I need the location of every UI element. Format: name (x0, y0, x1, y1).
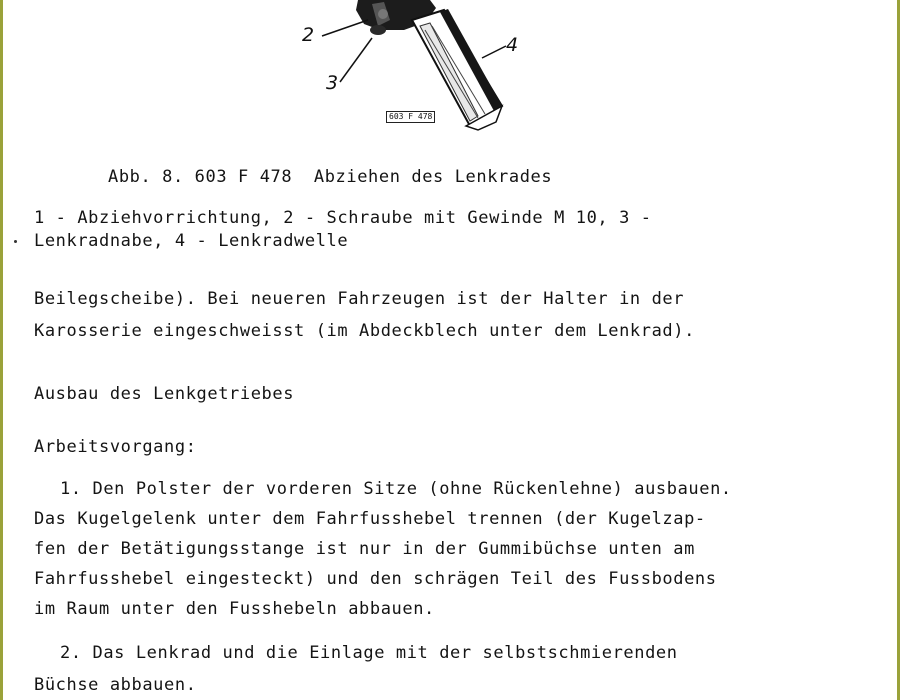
step-1-line-5: im Raum unter den Fusshebeln abbauen. (34, 599, 435, 619)
step-2-line-1: 2. Das Lenkrad und die Einlage mit der selbstschmierenden (60, 643, 678, 663)
steering-wheel-puller-illustration (280, 0, 540, 140)
figure-label-2: 2 (302, 24, 315, 46)
step-1-line-2: Das Kugelgelenk unter dem Fahrfusshebel trennen (der Kugelzap- (34, 509, 706, 529)
figure-caption: Abb. 8. 603 F 478 Abziehen des Lenkrades (108, 167, 553, 187)
paragraph-line-1: Beilegscheibe). Bei neueren Fahrzeugen ist der Halter in der (34, 289, 685, 309)
section-heading: Ausbau des Lenkgetriebes (34, 384, 295, 404)
figure-legend-line-1: 1 - Abziehvorrichtung, 2 - Schraube mit Gewinde M 10, 3 - (34, 208, 652, 228)
scan-speck (14, 240, 17, 243)
figure-label-3: 3 (326, 72, 339, 94)
step-1-line-4: Fahrfusshebel eingesteckt) und den schrägen Teil des Fussbodens (34, 569, 717, 589)
step-2-line-2: Büchse abbauen. (34, 675, 197, 695)
procedure-label: Arbeitsvorgang: (34, 437, 197, 457)
step-1-line-3: fen der Betätigungsstange ist nur in der Gummibüchse unten am (34, 539, 695, 559)
step-1-line-1: 1. Den Polster der vorderen Sitze (ohne Rückenlehne) ausbauen. (60, 479, 732, 499)
paragraph-line-2: Karosserie eingeschweisst (im Abdeckblech unter dem Lenkrad). (34, 321, 695, 341)
figure-code: 603 F 478 (386, 111, 435, 123)
figure-label-4: 4 (506, 34, 519, 56)
figure-legend-line-2: Lenkradnabe, 4 - Lenkradwelle (34, 231, 349, 251)
